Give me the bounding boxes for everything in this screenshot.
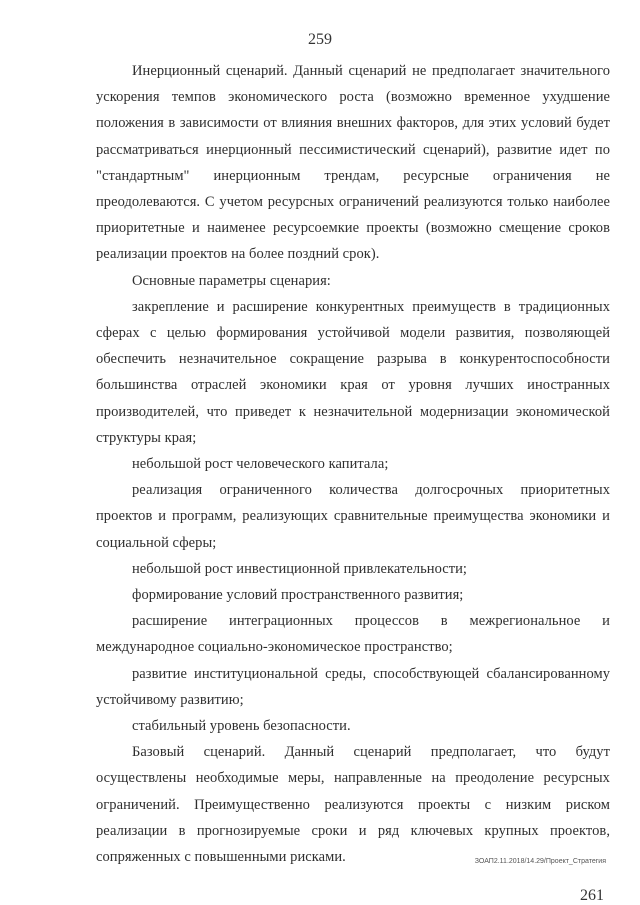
paragraph-institutional-environment: развитие институциональной среды, способствующей сбалансированному устойчивому развитию; [96, 665, 610, 708]
bottom-page-number: 261 [580, 887, 604, 904]
paragraph-investment-attractiveness: небольшой рост инвестиционной привлекательности; [132, 560, 468, 577]
body-text [96, 58, 610, 870]
paragraph-base-scenario: Базовый сценарий. Данный сценарий предполагает, что будут осуществлены необходимые меры, направленные на преодоление ресурсных ограничений. Преимущественно реализуются проекты с низким риском реализации в прогнозируемые сроки и ряд ключевых крупных проектов, сопряженных с повышенными рисками. [96, 744, 610, 866]
paragraph-competitive-advantages: закрепление и расширение конкурентных преимуществ в традиционных сферах с целью формирования устойчивой модели развития, позволяющей обеспечить незначительное сокращение разрыва в конкурентоспособности большинства отраслей экономики края от уровня лучших иностранных производителей, что приведет к незначительной модернизации экономической структуры края; [96, 298, 610, 446]
paragraph-spatial-development: формирование условий пространственного развития; [132, 587, 464, 604]
paragraph-main-parameters-heading: Основные параметры сценария: [132, 272, 331, 289]
page-number: 259 [308, 31, 332, 48]
footer-stamp: ЗОАП2.11.2018/14.29/Проект_Стратегия [474, 858, 606, 865]
paragraph-priority-projects: реализация ограниченного количества долгосрочных приоритетных проектов и программ, реализующих сравнительные преимущества экономики и социальной сферы; [96, 482, 610, 551]
paragraph-inertial-scenario: Инерционный сценарий. Данный сценарий не предполагает значительного ускорения темпов экономического роста (возможно временное ухудшение положения в зависимости от влияния внешних факторов, для этих условий будет рассматриваться инерционный пессимистический сценарий), развитие идет по "стандартным" инерционным трендам, ресурсные ограничения не преодолеваются. С учетом ресурсных ограничений реализуются только наиболее приоритетные и наименее ресурсоемкие проекты (возможно смещение сроков реализации проектов на более поздний срок). [96, 63, 610, 263]
paragraph-integration-processes: расширение интеграционных процессов в межрегиональное и международное социально-экономическое пространство; [96, 613, 610, 656]
paragraph-security-level: стабильный уровень безопасности. [132, 718, 351, 735]
paragraph-human-capital: небольшой рост человеческого капитала; [132, 456, 389, 473]
